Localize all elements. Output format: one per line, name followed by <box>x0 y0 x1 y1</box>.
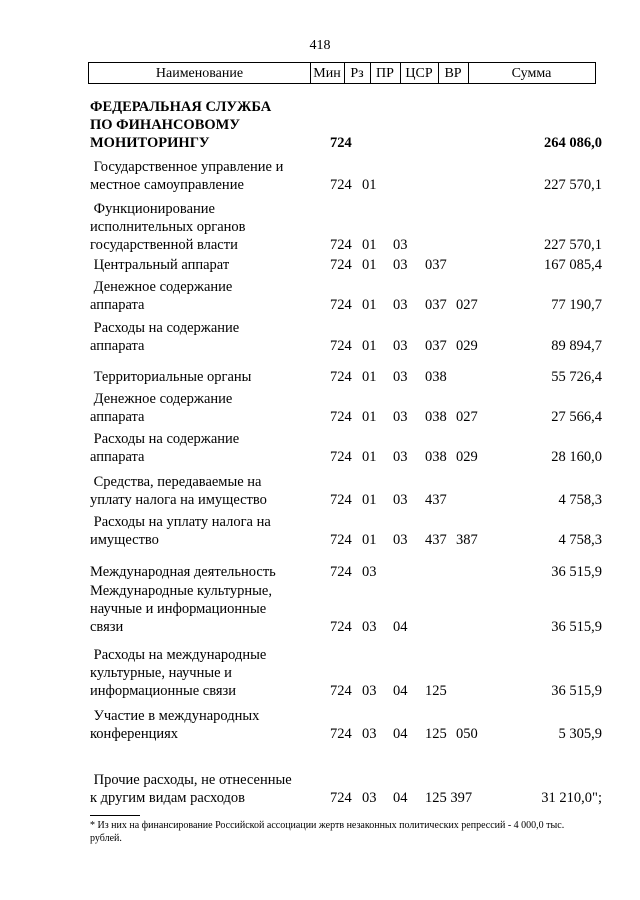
row-name-line: аппарата <box>90 409 145 425</box>
row-min: 724 <box>330 619 352 635</box>
row-sum: 167 085,4 <box>544 257 602 273</box>
row-name <box>90 430 320 466</box>
row-name-line: Международная деятельность <box>90 564 276 580</box>
table-row <box>0 200 640 254</box>
row-rz: 03 <box>362 619 377 635</box>
row-vr: 027 <box>456 297 478 313</box>
row-min: 724 <box>330 683 352 699</box>
row-name-line: Расходы на уплату налога на <box>90 514 271 530</box>
row-name <box>90 98 320 152</box>
row-rz: 03 <box>362 726 377 742</box>
row-pr: 04 <box>393 683 408 699</box>
row-name-line: аппарата <box>90 449 145 465</box>
row-name <box>90 368 320 386</box>
row-pr: 03 <box>393 237 408 253</box>
row-name <box>90 646 320 700</box>
row-sum: 89 894,7 <box>551 338 602 354</box>
row-name-line: ПО ФИНАНСОВОМУ <box>90 117 240 133</box>
row-name-line: уплату налога на имущество <box>90 492 267 508</box>
row-min: 724 <box>330 338 352 354</box>
row-name-line: к другим видам расходов <box>90 790 246 806</box>
row-min: 724 <box>330 177 352 193</box>
row-min: 724 <box>330 135 352 151</box>
row-name <box>90 563 320 581</box>
table-row <box>0 390 640 426</box>
row-min: 724 <box>330 532 352 548</box>
row-csr: 437 <box>425 532 447 548</box>
row-sum: 36 515,9 <box>551 619 602 635</box>
row-pr: 03 <box>393 257 408 273</box>
row-rz: 01 <box>362 492 377 508</box>
row-name <box>90 319 320 355</box>
row-rz: 03 <box>362 683 377 699</box>
row-name-line: Территориальные органы <box>90 369 252 385</box>
row-name-line: аппарата <box>90 338 145 354</box>
row-name <box>90 771 320 807</box>
row-vr: 029 <box>456 338 478 354</box>
row-name-line: культурные, научные и <box>90 665 232 681</box>
table-row <box>0 368 640 386</box>
row-rz: 01 <box>362 338 377 354</box>
row-name <box>90 256 320 274</box>
row-name-line: Расходы на содержание <box>90 431 240 447</box>
row-name-line: Центральный аппарат <box>90 257 230 273</box>
table-row <box>0 771 640 807</box>
row-csr: 038 <box>425 409 447 425</box>
row-csr: 038 <box>425 369 447 385</box>
row-pr: 03 <box>393 369 408 385</box>
row-rz: 01 <box>362 297 377 313</box>
row-name-line: Средства, передаваемые на <box>90 474 262 490</box>
row-name-line: государственной власти <box>90 237 238 253</box>
table-row <box>0 707 640 743</box>
row-sum: 77 190,7 <box>551 297 602 313</box>
table-row <box>0 646 640 700</box>
row-csr: 125 <box>425 683 447 699</box>
header-min: Мин <box>310 63 345 83</box>
table-row <box>0 278 640 314</box>
row-name-line: Государственное управление и <box>90 159 284 175</box>
row-name-line: научные и информационные <box>90 601 267 617</box>
row-pr: 04 <box>393 726 408 742</box>
row-csr: 125 397 <box>425 790 473 806</box>
row-name <box>90 513 320 549</box>
row-csr: 037 <box>425 257 447 273</box>
row-name-line: ФЕДЕРАЛЬНАЯ СЛУЖБА <box>90 99 272 115</box>
row-sum: 4 758,3 <box>558 532 602 548</box>
header-csr: ЦСР <box>400 63 439 83</box>
row-name <box>90 278 320 314</box>
row-name-line: МОНИТОРИНГУ <box>90 135 210 151</box>
row-name-line: информационные связи <box>90 683 237 699</box>
row-name-line: Прочие расходы, не отнесенные <box>90 772 292 788</box>
row-name-line: имущество <box>90 532 159 548</box>
row-pr: 04 <box>393 790 408 806</box>
row-csr: 037 <box>425 338 447 354</box>
row-name <box>90 200 320 254</box>
row-name-line: Расходы на международные <box>90 647 267 663</box>
row-sum: 36 515,9 <box>551 683 602 699</box>
header-rz: Рз <box>344 63 371 83</box>
table-row <box>0 563 640 581</box>
page-number: 418 <box>309 38 331 53</box>
header-pr: ПР <box>370 63 401 83</box>
row-name-line: Участие в международных <box>90 708 260 724</box>
row-sum: 36 515,9 <box>551 564 602 580</box>
row-name <box>90 390 320 426</box>
row-rz: 01 <box>362 177 377 193</box>
row-rz: 01 <box>362 237 377 253</box>
row-name-line: исполнительных органов <box>90 219 246 235</box>
row-csr: 437 <box>425 492 447 508</box>
row-pr: 03 <box>393 338 408 354</box>
row-vr: 027 <box>456 409 478 425</box>
header-name: Наименование <box>89 63 311 83</box>
table-row <box>0 473 640 509</box>
row-name-line: местное самоуправление <box>90 177 244 193</box>
row-pr: 03 <box>393 409 408 425</box>
row-rz: 01 <box>362 449 377 465</box>
header-vr: ВР <box>438 63 469 83</box>
row-sum: 5 305,9 <box>558 726 602 742</box>
row-pr: 03 <box>393 492 408 508</box>
row-vr: 050 <box>456 726 478 742</box>
row-name <box>90 158 320 194</box>
table-row <box>0 513 640 549</box>
row-min: 724 <box>330 449 352 465</box>
row-sum: 55 726,4 <box>551 369 602 385</box>
row-min: 724 <box>330 297 352 313</box>
row-name-line: Международные культурные, <box>90 583 272 599</box>
table-row <box>0 256 640 274</box>
row-rz: 01 <box>362 369 377 385</box>
footnote: * Из них на финансирование Российской ассоциации жертв незаконных политических репрессий - 4 000,0 тыс. рублей. <box>90 820 565 844</box>
table-row <box>0 582 640 636</box>
row-min: 724 <box>330 790 352 806</box>
row-sum: 264 086,0 <box>544 135 602 151</box>
table-row <box>0 158 640 194</box>
row-rz: 01 <box>362 409 377 425</box>
row-min: 724 <box>330 257 352 273</box>
row-min: 724 <box>330 369 352 385</box>
row-min: 724 <box>330 564 352 580</box>
row-name-line: Расходы на содержание <box>90 320 240 336</box>
row-name-line: аппарата <box>90 297 145 313</box>
row-name-line: Функционирование <box>90 201 215 217</box>
row-sum: 4 758,3 <box>558 492 602 508</box>
row-name <box>90 707 320 743</box>
row-min: 724 <box>330 237 352 253</box>
row-sum: 227 570,1 <box>544 177 602 193</box>
row-pr: 03 <box>393 532 408 548</box>
row-name-line: Денежное содержание <box>90 391 233 407</box>
row-csr: 038 <box>425 449 447 465</box>
row-sum: 31 210,0"; <box>541 790 602 806</box>
row-name <box>90 582 320 636</box>
row-csr: 037 <box>425 297 447 313</box>
footnote-divider <box>90 815 140 816</box>
row-rz: 01 <box>362 532 377 548</box>
row-csr: 125 <box>425 726 447 742</box>
header-sum: Сумма <box>511 66 552 81</box>
row-sum: 28 160,0 <box>551 449 602 465</box>
row-vr: 029 <box>456 449 478 465</box>
row-pr: 03 <box>393 449 408 465</box>
row-name-line: Денежное содержание <box>90 279 233 295</box>
row-pr: 04 <box>393 619 408 635</box>
row-name-line: связи <box>90 619 124 635</box>
row-sum: 227 570,1 <box>544 237 602 253</box>
row-name-line: конференциях <box>90 726 179 742</box>
row-pr: 03 <box>393 297 408 313</box>
row-rz: 03 <box>362 564 377 580</box>
table-row <box>0 430 640 466</box>
row-rz: 03 <box>362 790 377 806</box>
row-rz: 01 <box>362 257 377 273</box>
table-row <box>0 319 640 355</box>
row-min: 724 <box>330 492 352 508</box>
row-sum: 27 566,4 <box>551 409 602 425</box>
row-vr: 387 <box>456 532 478 548</box>
row-min: 724 <box>330 726 352 742</box>
row-min: 724 <box>330 409 352 425</box>
table-row <box>0 98 640 152</box>
row-name <box>90 473 320 509</box>
